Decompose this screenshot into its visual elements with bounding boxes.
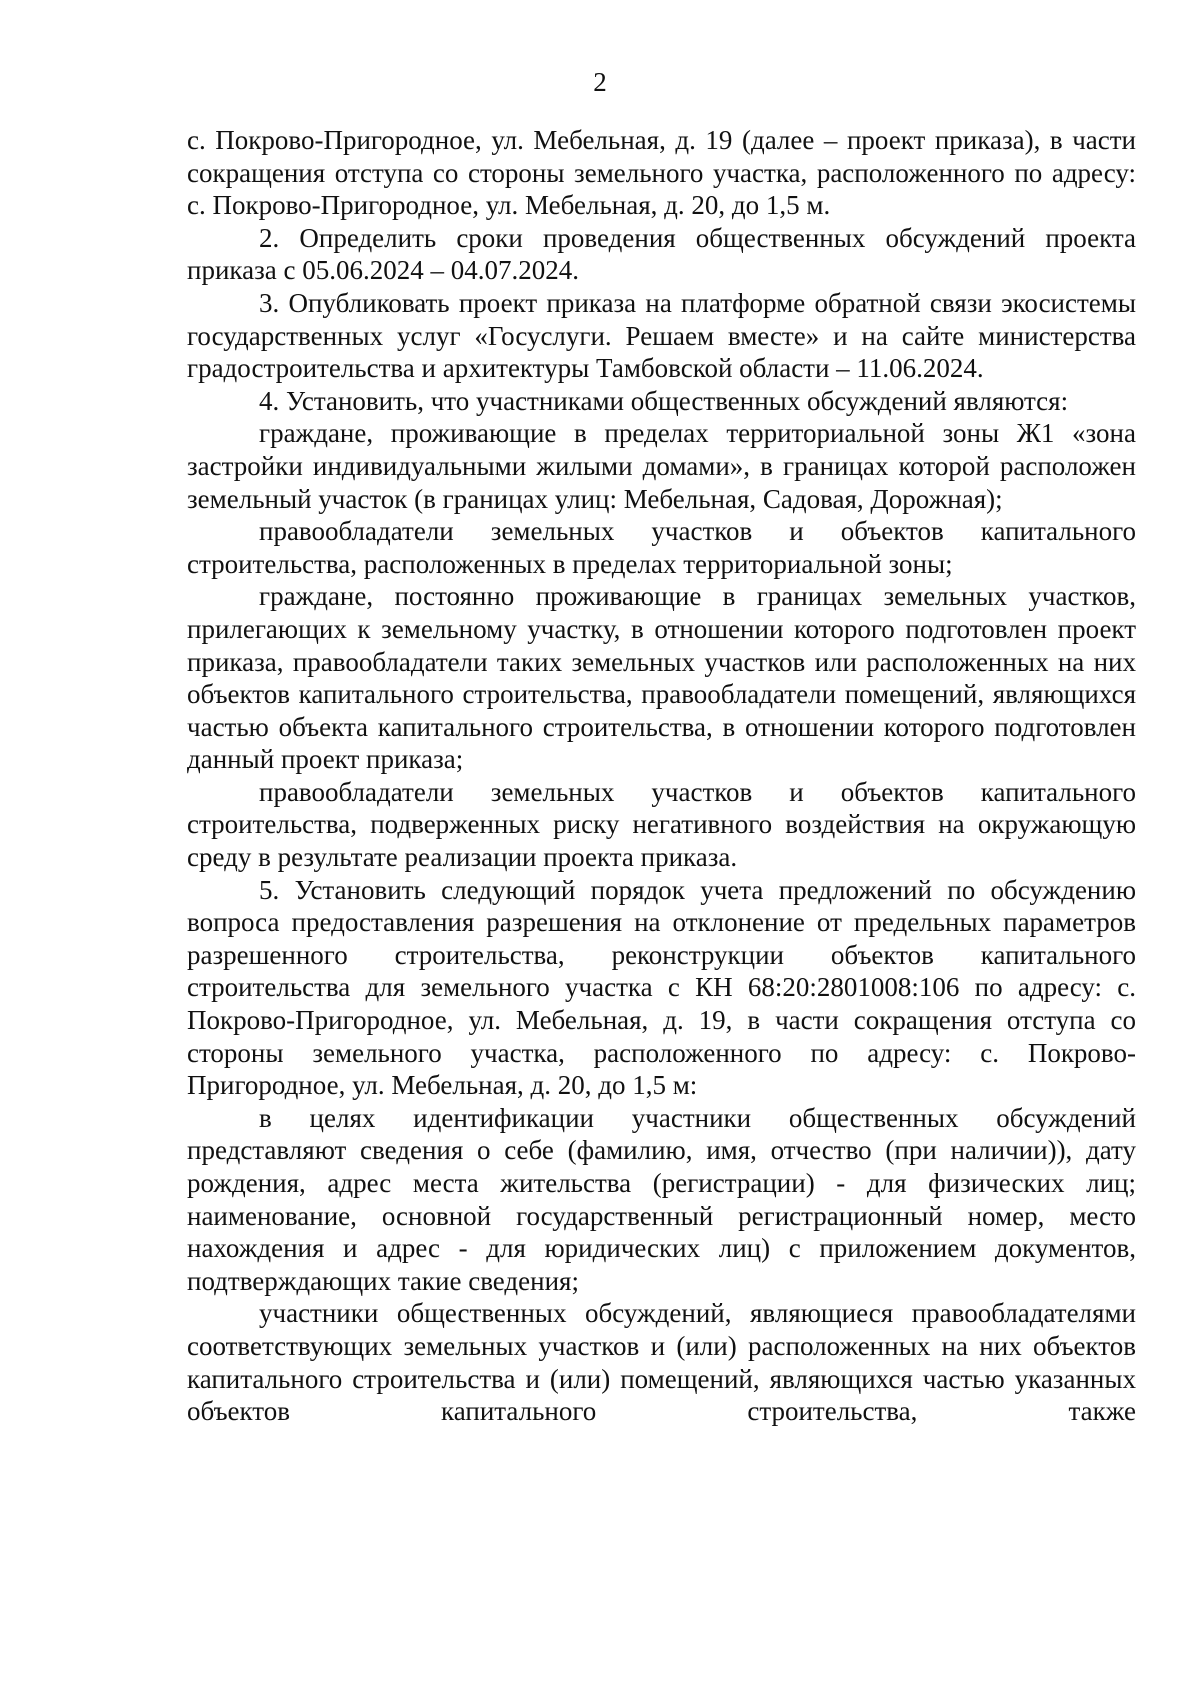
- paragraph-continuation: с. Покрово-Пригородное, ул. Мебельная, д. 19 (далее – проект приказа), в части сокращения отступа со стороны земельного участка, расположенного по адресу: с. Покрово-Пригородное, ул. Мебельная, д. 20, до 1,5 м.: [187, 125, 1136, 221]
- paragraph-item-4: 4. Установить, что участниками общественных обсуждений являются:: [259, 385, 1069, 416]
- paragraph-identification: в целях идентификации участники общественных обсуждений представляют сведения о себе (фамилию, имя, отчество (при наличии)), дату рождения, адрес места жительства (регистрации) - для физических лиц; наименование, основной государственный регистрационный номер, место нахождения и адрес - для юридических лиц) с приложением документов, подтверждающих такие сведения;: [187, 1102, 1136, 1296]
- paragraph-item-3: 3. Опубликовать проект приказа на платформе обратной связи экосистемы государственных услуг «Госуслуги. Решаем вместе» и на сайте министерства градостроительства и архитектуры Тамбовской области – 11.06.2024.: [187, 287, 1136, 384]
- page-number: 2: [593, 67, 607, 97]
- paragraph-item-5: 5. Установить следующий порядок учета предложений по обсуждению вопроса предоставления разрешения на отклонение от предельных параметров разрешенного строительства, реконструкции объектов капитального строительства для земельного участка с КН 68:20:2801008:106 по адресу: с. Покрово-Пригородное, ул. Мебельная, д. 19, в части сокращения отступа со стороны земельного участка, расположенного по адресу: с. Покрово-Пригородное, ул. Мебельная, д. 20, до 1,5 м:: [187, 874, 1136, 1101]
- paragraph-participants-residents: граждане, проживающие в пределах территориальной зоны Ж1 «зона застройки индивидуальными жилыми домами», в границах которой расположен земельный участок (в границах улиц: Мебельная, Садовая, Дорожная);: [187, 418, 1136, 514]
- paragraph-participants-adjacent: граждане, постоянно проживающие в границах земельных участков, прилегающих к земельному участку, в отношении которого подготовлен проект приказа, правообладатели таких земельных участков или расположенных на них объектов капитального строительства, правообладатели помещений, являющихся частью объекта капитального строительства, в отношении которого подготовлен данный проект приказа;: [187, 581, 1136, 775]
- paragraph-participants-owners: правообладатели земельных участков и объектов капитального строительства, расположенных в пределах территориальной зоны;: [187, 516, 1136, 579]
- paragraph-item-2: 2. Определить сроки проведения общественных обсуждений проекта приказа с 05.06.2024 – 04.07.2024.: [187, 222, 1136, 286]
- document-body: [187, 124, 1136, 1428]
- paragraph-owner-participants: участники общественных обсуждений, являющиеся правообладателями соответствующих земельных участков и (или) расположенных на них объектов капитального строительства и (или) помещений, являющихся частью указанных объектов капитального строительства, также: [187, 1298, 1136, 1427]
- paragraph-participants-risk: правообладатели земельных участков и объектов капитального строительства, подверженных риску негативного воздействия на окружающую среду в результате реализации проекта приказа.: [187, 776, 1136, 873]
